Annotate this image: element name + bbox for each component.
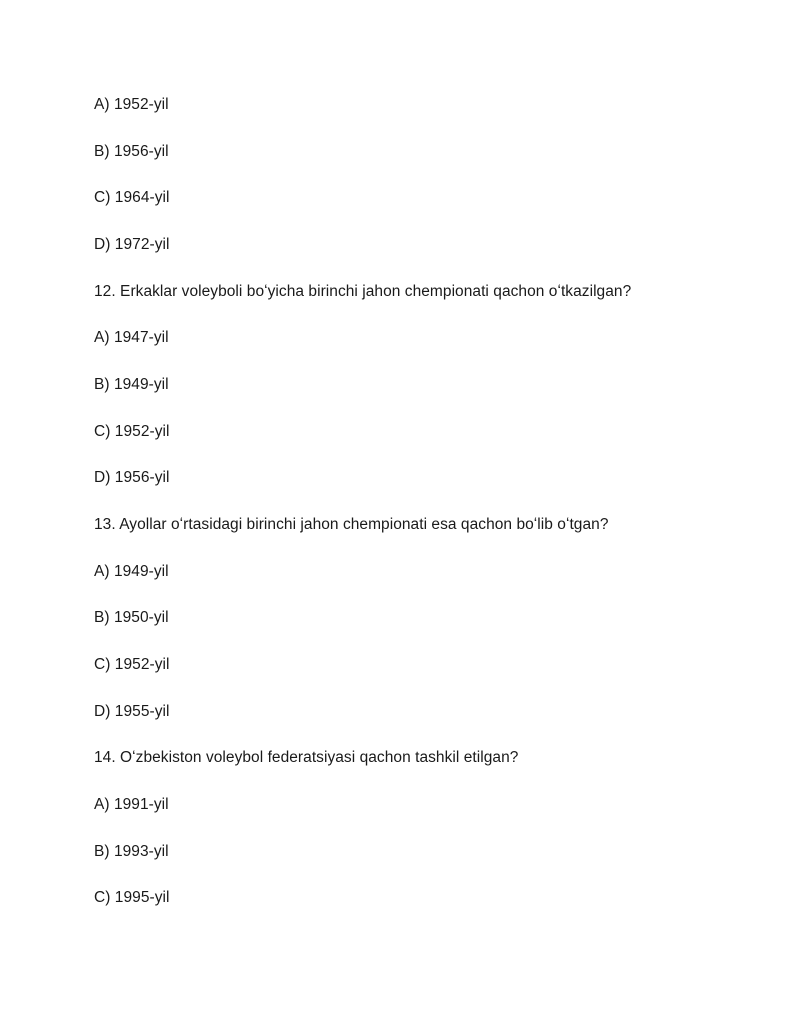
option-b-q14: B) 1993-yil xyxy=(94,843,169,860)
option-a-q14: A) 1991-yil xyxy=(94,796,169,813)
question-13: 13. Ayollar oʻrtasidagi birinchi jahon chempionati esa qachon boʻlib oʻtgan? xyxy=(94,516,609,533)
option-c-q12: C) 1952-yil xyxy=(94,423,170,440)
option-b-q12: B) 1949-yil xyxy=(94,376,169,393)
option-c-q14: C) 1995-yil xyxy=(94,889,170,906)
option-a-q11: A) 1952-yil xyxy=(94,96,169,113)
option-a-q12: A) 1947-yil xyxy=(94,329,169,346)
question-14: 14. Oʻzbekiston voleybol federatsiyasi qachon tashkil etilgan? xyxy=(94,749,519,766)
option-d-q13: D) 1955-yil xyxy=(94,703,170,720)
option-d-q12: D) 1956-yil xyxy=(94,469,170,486)
option-b-q11: B) 1956-yil xyxy=(94,143,169,160)
question-12: 12. Erkaklar voleyboli boʻyicha birinchi jahon chempionati qachon oʻtkazilgan? xyxy=(94,283,632,300)
option-b-q13: B) 1950-yil xyxy=(94,609,169,626)
option-c-q11: C) 1964-yil xyxy=(94,189,170,206)
option-c-q13: C) 1952-yil xyxy=(94,656,170,673)
option-a-q13: A) 1949-yil xyxy=(94,563,169,580)
option-d-q11: D) 1972-yil xyxy=(94,236,170,253)
